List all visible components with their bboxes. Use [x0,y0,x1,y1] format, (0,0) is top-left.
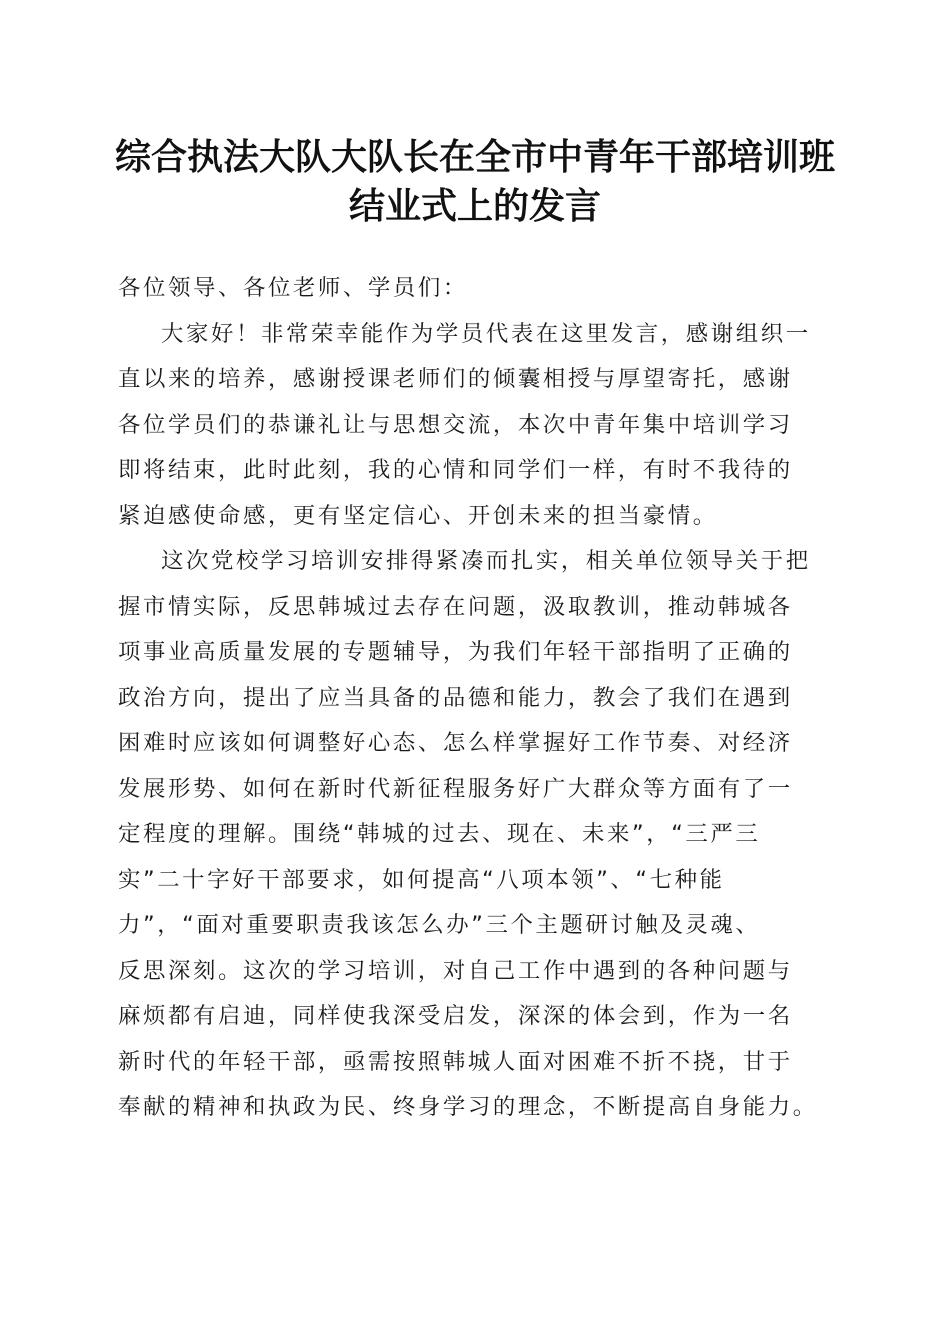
paragraph-1 [118,312,840,540]
paragraph-line: 握市情实际，反思韩城过去存在问题，汲取教训，推动韩城各 [118,593,793,620]
paragraph-line: 各位学员们的恭谦礼让与思想交流，本次中青年集中培训学习 [118,411,793,438]
paragraph-line: 力”，“面对重要职责我该怎么办”三个主题研讨触及灵魂、 [118,912,761,938]
paragraph-line: 实”二十字好干部要求，如何提高“八项本领”、“七种能 [118,866,725,893]
paragraph-line: 直以来的培养，感谢授课老师们的倾囊相授与厚望寄托，感谢 [118,366,793,392]
paragraph-line: 困难时应该如何调整好心态、怎么样掌握好工作节奏、对经济 [118,730,793,756]
paragraph-line: 即将结束，此时此刻，我的心情和同学们一样，有时不我待的 [118,457,793,483]
paragraph-line: 反思深刻。这次的学习培训，对自己工作中遇到的各种问题与 [118,957,793,984]
document-title [110,133,840,231]
title-line: 结业式上的发言 [348,185,601,227]
paragraph-line: 政治方向，提出了应当具备的品德和能力，教会了我们在遇到 [118,684,793,711]
salutation: 各位领导、各位老师、学员们： [118,275,468,301]
paragraph-line: 大家好！非常荣幸能作为学员代表在这里发言，感谢组织一 [161,320,811,347]
paragraph-line: 项事业高质量发展的专题辅导，为我们年轻干部指明了正确的 [118,639,793,665]
paragraph-line: 这次党校学习培训安排得紧凑而扎实，相关单位领导关于把 [161,548,811,574]
paragraph-line: 麻烦都有启迪，同样使我深受启发，深深的体会到，作为一名 [118,1003,793,1029]
paragraph-line: 定程度的理解。围绕“韩城的过去、现在、未来”，“三严三 [118,821,761,847]
paragraph-line: 奉献的精神和执政为民、终身学习的理念，不断提高自身能力。 [118,1094,818,1120]
paragraph-line: 新时代的年轻干部，亟需按照韩城人面对困难不折不挠，甘于 [118,1048,793,1075]
paragraph-line: 发展形势、如何在新时代新征程服务好广大群众等方面有了一 [118,775,793,802]
title-line: 综合执法大队大队长在全市中青年干部培训班 [114,136,835,178]
document-body [118,266,840,1131]
paragraph-2 [118,539,840,1131]
paragraph-line: 紧迫感使命感，更有坚定信心、开创未来的担当豪情。 [118,502,718,529]
